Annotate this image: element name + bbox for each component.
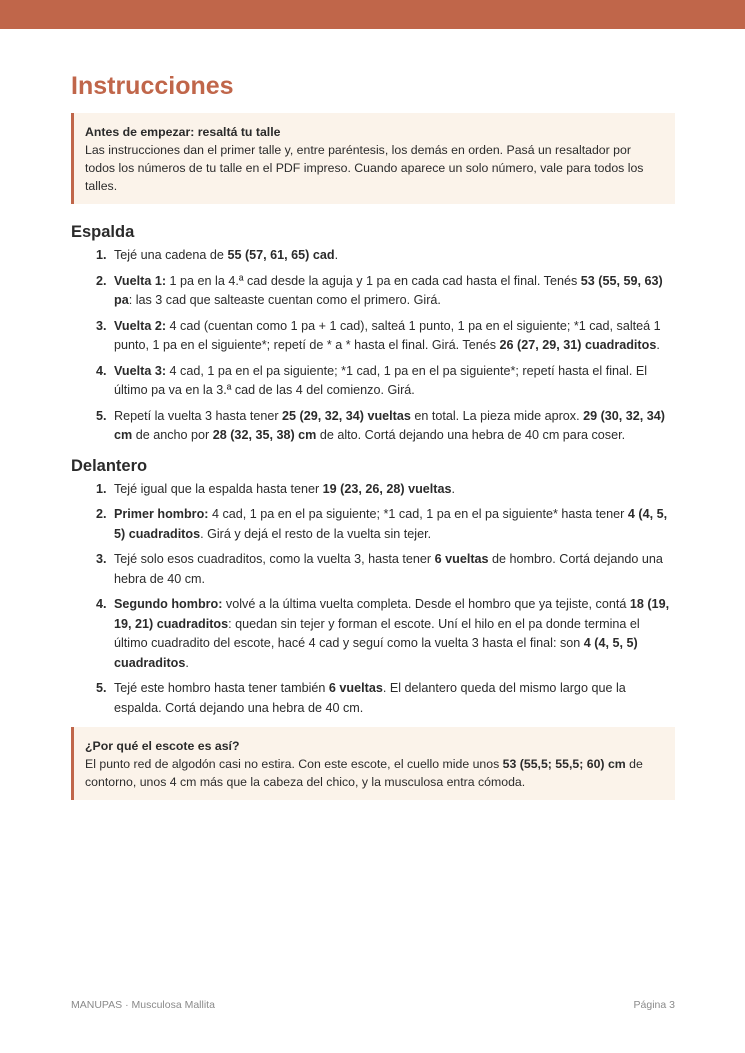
emphasis-text: 53 (55,5; 55,5; 60) cm [502,757,626,771]
emphasis-text: Primer hombro: [114,507,209,521]
delantero-step-2 [71,505,675,544]
body-text: 4 cad, 1 pa en el pa siguiente; *1 cad, 1 pa en el pa siguiente*; repetí hasta el final. El último pa va en la 3.ª cad de las 4 del comienzo. Girá. [114,363,648,397]
delantero-step-3 [71,550,675,589]
page-content [71,70,675,800]
delantero-step-4 [71,595,675,673]
emphasis-text: Vuelta 2: [114,318,167,333]
section-heading-espalda: Espalda [71,223,135,241]
body-text: . [185,655,189,670]
size-callout-text: Las instrucciones dan el primer talle y, entre paréntesis, los demás en orden. Pasá un resaltador por todos los números de tu talle en el PDF impreso. Cuando aparece un solo número, vale para todos los talles. [85,143,644,193]
emphasis-text: 28 (32, 35, 38) cm [212,428,317,442]
body-text: : las 3 cad que salteaste cuentan como el primero. Girá. [128,293,441,307]
emphasis-text: 4 (4, 5, 5) cuadraditos [114,507,668,541]
body-text: Tejé este hombro hasta tener también [114,681,329,695]
body-text: Tejé igual que la espalda hasta tener [114,481,323,496]
body-text: de ancho por [132,428,213,442]
step-number: 3. [96,552,107,566]
emphasis-text: 18 (19, 19, 21) cuadraditos [114,597,670,631]
emphasis-text: 4 (4, 5, 5) cuadraditos [114,636,638,670]
body-text: El punto red de algodón casi no estira. Con este escote, el cuello mide unos [85,757,503,771]
step-number: 4. [96,363,107,378]
emphasis-text: 55 (57, 61, 65) cad [227,248,335,262]
section-heading-delantero: Delantero [71,456,148,475]
emphasis-text: 6 vueltas [434,552,489,566]
emphasis-text: 6 vueltas [328,681,383,695]
emphasis-text: 26 (27, 29, 31) cuadraditos [499,338,657,352]
delantero-steps-list [71,480,675,719]
footer-page-number: Página 3 [633,999,675,1011]
footer-document-name: MANUPAS · Musculosa Mallita [71,999,215,1011]
neck-callout-title: ¿Por qué el escote es así? [85,739,240,753]
neck-callout-text [85,755,663,791]
page-title: Instrucciones [71,72,234,100]
body-text: : quedan sin tejer y forman el escote. Uní el hilo en el pa donde termina el último cuadradito del escote, hacé 4 cad y seguí como la vuelta 3 hasta el final: son [114,616,640,650]
body-text: 4 cad, 1 pa en el pa siguiente; *1 cad, 1 pa en el pa siguiente* hasta tener [208,507,628,521]
espalda-step-4 [71,362,675,401]
step-number: 5. [96,681,107,695]
body-text: . [656,338,660,352]
emphasis-text: 53 (55, 59, 63) pa [114,273,663,307]
body-text: de alto. Cortá dejando una hebra de 40 cm para coser. [316,428,626,442]
step-number: 5. [96,408,107,423]
body-text: 4 cad (cuentan como 1 pa + 1 cad), salteá 1 punto, 1 pa en el siguiente; *1 cad, salteá 1 punto, 1 pa en el siguiente*; repetí de * a * hasta el final. Girá. Tenés [114,318,661,352]
emphasis-text: Vuelta 3: [114,363,167,378]
espalda-step-2 [71,272,675,311]
espalda-step-3 [71,317,675,356]
body-text: Repetí la vuelta 3 hasta tener [114,408,283,423]
delantero-step-1 [71,480,675,500]
body-text: . [334,248,339,262]
body-text: Tejé una cadena de [114,248,228,262]
step-number: 2. [96,507,107,521]
body-text: volvé a la última vuelta completa. Desde el hombro que ya tejiste, contá [222,597,630,611]
size-callout-title: Antes de empezar: resaltá tu talle [85,125,281,139]
espalda-step-1 [71,246,675,266]
step-number: 1. [96,481,107,496]
step-number: 4. [96,597,107,611]
step-number: 2. [96,273,107,288]
step-number: 3. [96,318,107,333]
step-number: 1. [96,248,107,262]
size-callout [71,113,675,204]
emphasis-text: Segundo hombro: [114,597,223,611]
body-text: de hombro. Cortá dejando una hebra de 40 cm. [114,552,663,586]
body-text: de contorno, unos 4 cm más que la cabeza del chico, y la musculosa entra cómoda. [85,757,643,789]
body-text: . Girá y dejá el resto de la vuelta sin tejer. [200,526,432,541]
espalda-step-5 [71,407,675,446]
body-text: . El delantero queda del mismo largo que la espalda. Cortá dejando una hebra de 40 cm. [114,681,626,715]
emphasis-text: 19 (23, 26, 28) vueltas [322,481,452,496]
body-text: en total. La pieza mide aprox. [410,408,584,423]
emphasis-text: 25 (29, 32, 34) vueltas [282,408,411,423]
body-text: 1 pa en la 4.ª cad desde la aguja y 1 pa en cada cad hasta el final. Tenés [166,273,581,288]
emphasis-text: Vuelta 1: [114,273,167,288]
espalda-steps-list [71,246,675,446]
body-text: Tejé solo esos cuadraditos, como la vuelta 3, hasta tener [114,552,435,566]
body-text: . [451,481,455,496]
delantero-step-5 [71,679,675,718]
top-accent-bar [0,0,745,29]
emphasis-text: 29 (30, 32, 34) cm [114,408,665,442]
neck-callout [71,727,675,800]
